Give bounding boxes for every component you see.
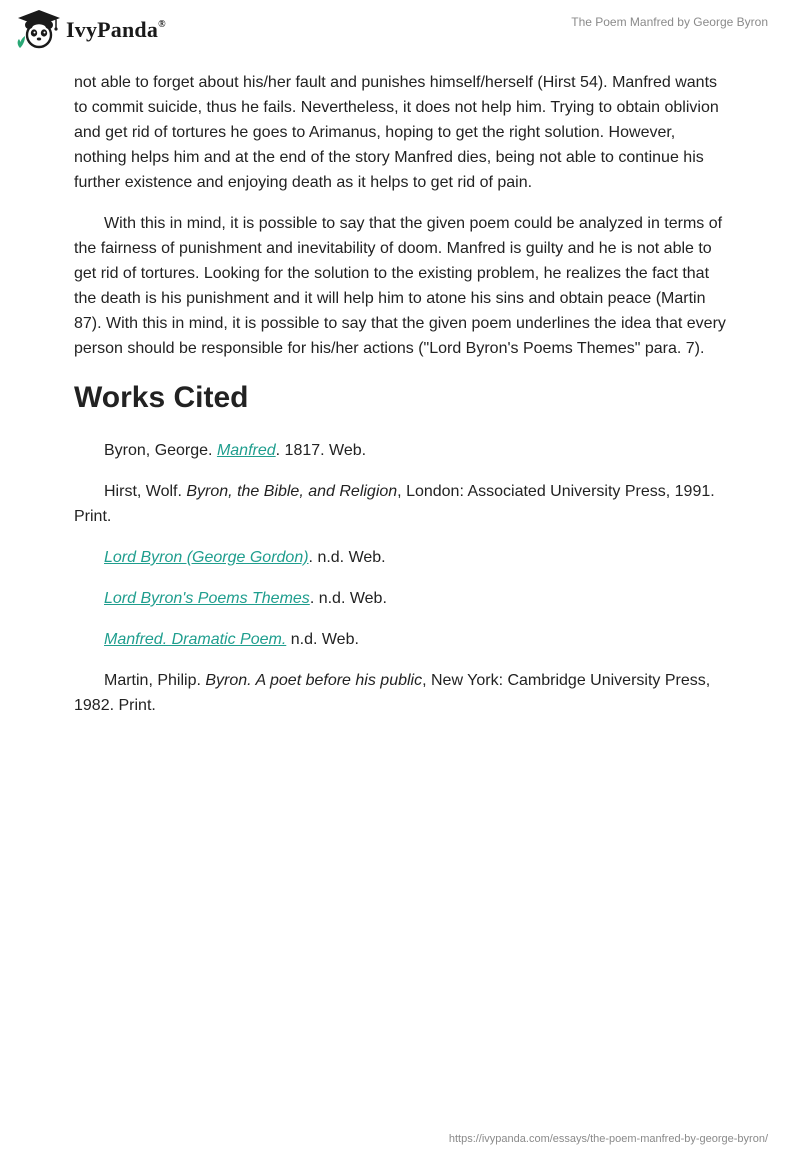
citation-entry: Lord Byron (George Gordon). n.d. Web. xyxy=(104,549,386,566)
citation-entry: Hirst, Wolf. Byron, the Bible, and Religion, London: Associated University Press, 1991. Print. xyxy=(74,483,715,525)
works-cited-heading: Works Cited xyxy=(74,381,249,414)
page-header xyxy=(0,0,800,70)
panda-mascot-icon xyxy=(16,8,62,50)
body-paragraph: With this in mind, it is possible to say that the given poem could be analyzed in terms of the fairness of punishment and inevitability of doom. Manfred is guilty and he is not able to get rid of tortures. Looking for the solution to the existing problem, he realizes the fact that the death is his punishment and it will help him to atone his sins and obtain peace (Martin 87). With this in mind, it is possible to say that the given poem underlines the idea that every person should be responsible for his/her actions ("Lord Byron's Poems Themes" para. 7). xyxy=(74,215,726,357)
brand-name: IvyPanda® xyxy=(66,17,166,42)
citation-entry: Byron, George. Manfred. 1817. Web. xyxy=(104,442,367,459)
page-url: https://ivypanda.com/essays/the-poem-manfred-by-george-byron/ xyxy=(448,1133,768,1145)
citation-link[interactable]: Lord Byron's Poems Themes xyxy=(104,590,310,607)
citation-entry: Martin, Philip. Byron. A poet before his public, New York: Cambridge University Press, 1982. Print. xyxy=(74,672,711,714)
citation-link[interactable]: Lord Byron (George Gordon) xyxy=(104,549,309,566)
citation-entry: Manfred. Dramatic Poem. n.d. Web. xyxy=(104,631,359,648)
citation-link[interactable]: Manfred xyxy=(216,442,276,459)
body-paragraph: not able to forget about his/her fault and punishes himself/herself (Hirst 54). Manfred wants to commit suicide, thus he fails. Nevertheless, it does not help him. Trying to obtain oblivion and get rid of tortures he goes to Arimanus, hoping to get the right solution. However, nothing helps him and at the end of the story Manfred dies, being not able to continue his further existence and enjoying death as it helps to get rid of pain. xyxy=(74,74,719,191)
essay-content xyxy=(74,70,726,734)
document-title: The Poem Manfred by George Byron xyxy=(571,15,768,29)
ivypanda-logo[interactable] xyxy=(16,8,166,50)
citation-link[interactable]: Manfred. Dramatic Poem. xyxy=(104,631,287,648)
citation-entry: Lord Byron's Poems Themes. n.d. Web. xyxy=(104,590,387,607)
